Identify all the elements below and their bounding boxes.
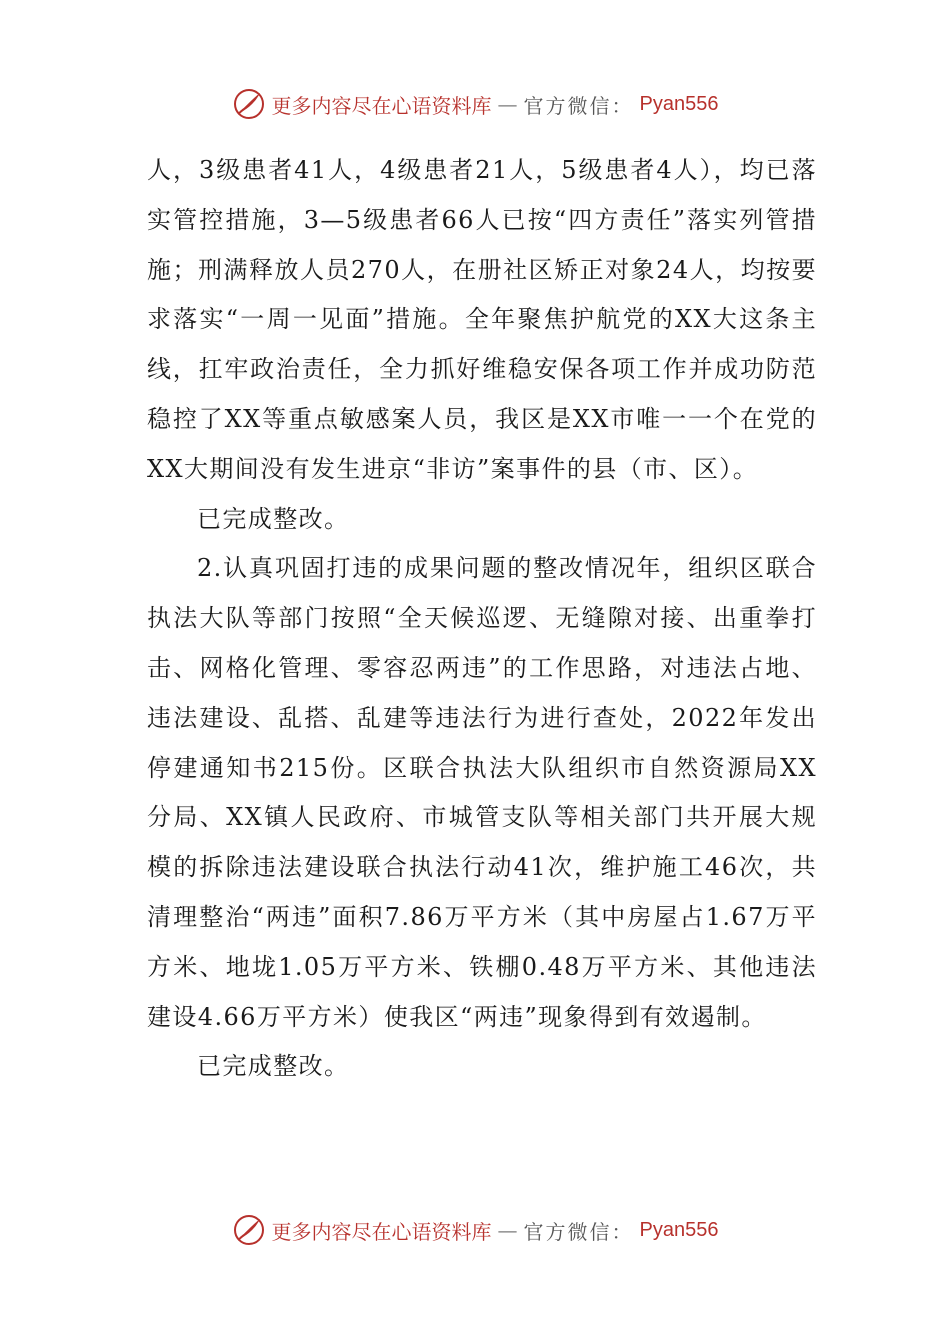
header-watermark bbox=[0, 84, 950, 124]
quill-logo-icon bbox=[232, 1213, 266, 1247]
watermark-separator: — bbox=[497, 92, 518, 116]
watermark-account: Pyan556 bbox=[639, 92, 719, 115]
watermark-account: Pyan556 bbox=[639, 1218, 719, 1241]
quill-logo-icon bbox=[232, 87, 266, 121]
document-body bbox=[147, 146, 817, 1092]
paragraph-continuation: 人，3级患者41人，4级患者21人，5级患者4人），均已落实管控措施，3—5级患者66人已按“四方责任”落实列管措施；刑满释放人员270人，在册社区矫正对象24人，均按要求落实“一周一见面”措施。全年聚焦护航党的XX大这条主线，扛牢政治责任，全力抓好维稳安保各项工作并成功防范稳控了XX等重点敏感案人员，我区是XX市唯一一个在党的XX大期间没有发生进京“非访”案事件的县（市、区）。 bbox=[147, 156, 817, 483]
footer-watermark bbox=[0, 1210, 950, 1250]
watermark-label: 官方微信： bbox=[523, 1219, 634, 1244]
paragraph-item-2: 2.认真巩固打违的成果问题的整改情况年，组织区联合执法大队等部门按照“全天候巡逻、无缝隙对接、出重拳打击、网格化管理、零容忍两违”的工作思路，对违法占地、违法建设、乱搭、乱建等违法行为进行查处，2022年发出停建通知书215份。区联合执法大队组织市自然资源局XX分局、XX镇人民政府、市城管支队等相关部门共开展大规模的拆除违法建设联合执法行动41次，维护施工46次，共清理整治“两违”面积7.86万平方米（其中房屋占1.67万平方米、地垅1.05万平方米、铁棚0.48万平方米、其他违法建设4.66万平方米）使我区“两违”现象得到有效遏制。 bbox=[147, 554, 817, 1031]
watermark-site-text: 更多内容尽在心语资料库 bbox=[271, 1219, 492, 1244]
paragraph-status: 已完成整改。 bbox=[197, 504, 350, 533]
watermark-separator: — bbox=[497, 1218, 518, 1242]
watermark-label: 官方微信： bbox=[523, 93, 634, 118]
paragraph-status: 已完成整改。 bbox=[197, 1052, 350, 1081]
watermark-site-text: 更多内容尽在心语资料库 bbox=[271, 93, 492, 118]
